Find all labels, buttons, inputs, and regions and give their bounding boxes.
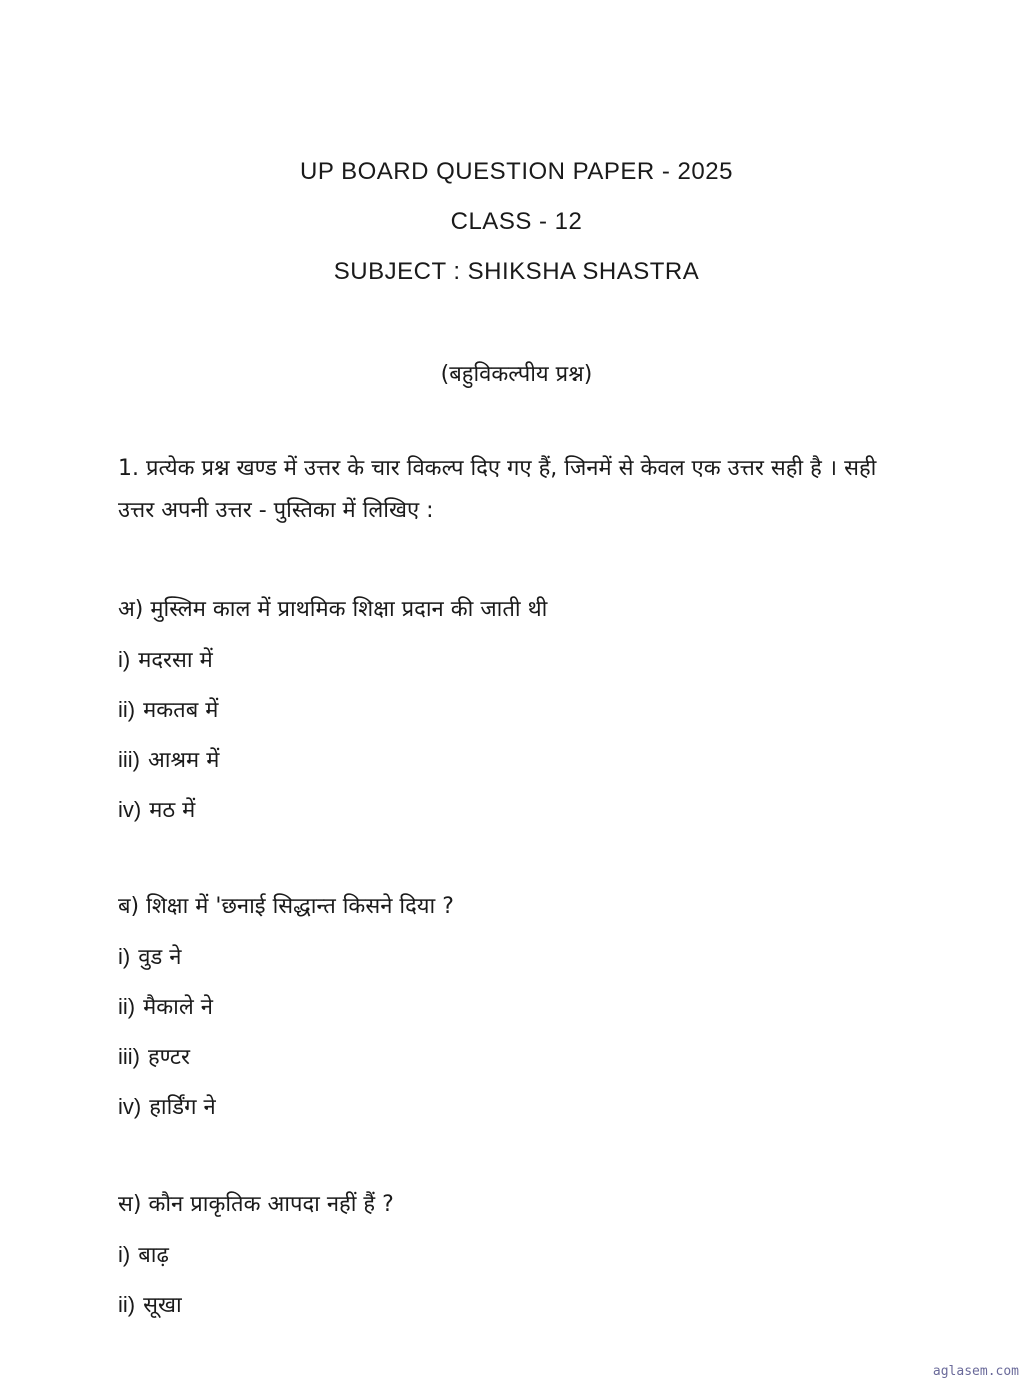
question-b <box>118 882 918 1132</box>
option-number: ii) <box>118 697 136 722</box>
option-number: iv) <box>118 797 142 822</box>
watermark-link[interactable]: aglasem.com <box>932 1364 1019 1379</box>
option-text: हार्डिंग ने <box>149 1095 216 1120</box>
question-c <box>118 1180 918 1330</box>
option-text: मठ में <box>149 798 196 823</box>
question-text: ब) शिक्षा में 'छनाई सिद्धान्त किसने दिया ? <box>118 894 454 919</box>
option-number: i) <box>118 1242 131 1267</box>
option-text: मैकाले ने <box>143 995 213 1020</box>
option-text: बाढ़ <box>138 1243 169 1268</box>
option-number: iii) <box>118 747 140 772</box>
subject-label: SUBJECT : SHIKSHA SHASTRA <box>333 258 700 285</box>
option-item <box>118 1032 918 1082</box>
option-item <box>118 1280 918 1330</box>
option-item <box>118 1082 918 1132</box>
option-item <box>118 635 918 685</box>
option-text: वुड ने <box>138 945 182 970</box>
question-text: स) कौन प्राकृतिक आपदा नहीं हैं ? <box>118 1192 394 1217</box>
section-heading: (बहुविकल्पीय प्रश्न) <box>440 362 593 387</box>
option-text: आश्रम में <box>148 748 220 773</box>
option-number: iv) <box>118 1094 142 1119</box>
option-number: i) <box>118 647 131 672</box>
option-number: ii) <box>118 1292 136 1317</box>
option-number: ii) <box>118 994 136 1019</box>
option-item <box>118 735 918 785</box>
option-item <box>118 685 918 735</box>
option-text: सूखा <box>143 1293 182 1318</box>
question-text: अ) मुस्लिम काल में प्राथमिक शिक्षा प्रदान की जाती थी <box>118 597 548 622</box>
option-number: i) <box>118 944 131 969</box>
question-a <box>118 585 918 835</box>
option-number: iii) <box>118 1044 140 1069</box>
option-item <box>118 1230 918 1280</box>
option-text: हण्टर <box>148 1045 190 1070</box>
option-text: मकतब में <box>143 698 219 723</box>
option-item <box>118 932 918 982</box>
option-item <box>118 982 918 1032</box>
option-text: मदरसा में <box>138 648 213 673</box>
option-item <box>118 785 918 835</box>
paper-title: UP BOARD QUESTION PAPER - 2025 <box>300 158 733 185</box>
class-label: CLASS - 12 <box>450 208 583 235</box>
instruction-text: 1. प्रत्येक प्रश्न खण्ड में उत्तर के चार विकल्प दिए गए हैं, जिनमें से केवल एक उत्तर सही है । सही उत्तर अपनी उत्तर - पुस्तिका में लिखिए : <box>118 456 877 523</box>
